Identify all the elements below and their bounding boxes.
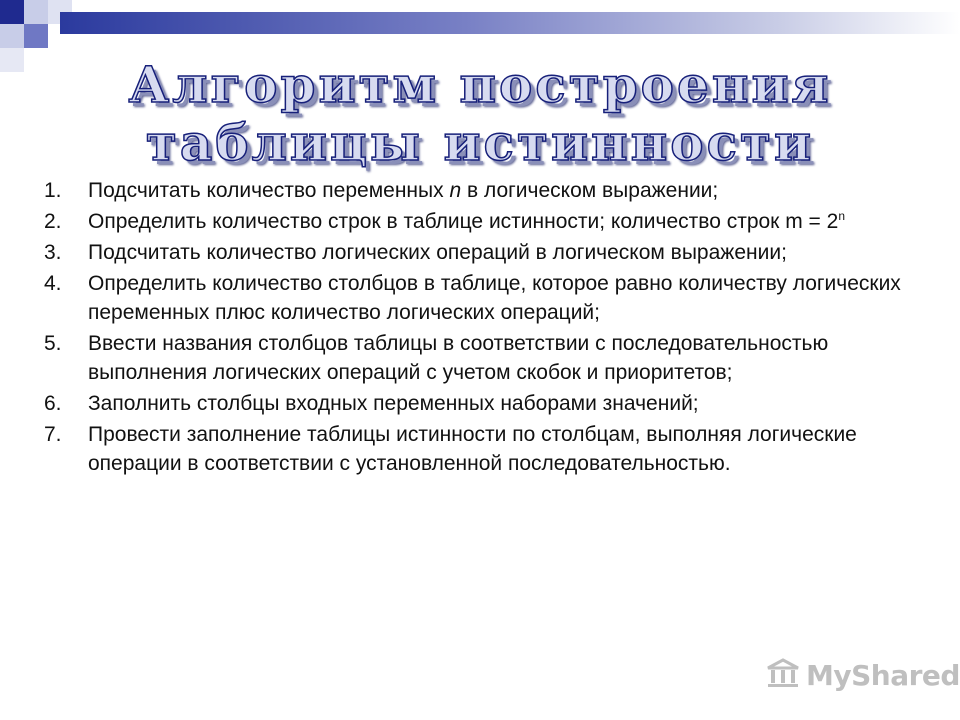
algorithm-steps-list xyxy=(44,176,924,480)
step-number: 7. xyxy=(44,423,62,446)
decor-square xyxy=(0,0,24,24)
list-item xyxy=(44,269,924,327)
step-number: 1. xyxy=(44,179,62,202)
title-line-2: таблицы истинности xyxy=(145,113,815,172)
list-item xyxy=(44,207,924,236)
list-item xyxy=(44,420,924,478)
step-number: 4. xyxy=(44,272,62,295)
watermark-logo xyxy=(766,656,960,694)
step-number: 3. xyxy=(44,241,62,264)
list-item xyxy=(44,176,924,205)
variable-n: n xyxy=(449,179,462,202)
decor-square xyxy=(0,24,24,48)
step-number: 5. xyxy=(44,332,62,355)
step-text xyxy=(88,207,924,236)
step-text-part: Подсчитать количество переменных xyxy=(88,179,450,202)
step-text xyxy=(88,176,924,205)
title-line-1: Алгоритм построения xyxy=(128,55,832,114)
step-number: 2. xyxy=(44,210,62,233)
step-text: Ввести названия столбцов таблицы в соответствии с последовательностью выполнения логических операций с учетом скобок и приоритетов; xyxy=(88,332,829,384)
step-text: Определить количество столбцов в таблице, которое равно количеству логических переменных плюс количество логических операций; xyxy=(88,272,901,324)
decor-square xyxy=(24,24,48,48)
header-gradient-bar xyxy=(60,12,960,34)
step-number: 6. xyxy=(44,392,62,415)
list-item xyxy=(44,389,924,418)
step-text: Подсчитать количество логических операций в логическом выражении; xyxy=(88,241,787,264)
list-item xyxy=(44,238,924,267)
slide-title xyxy=(0,56,960,172)
step-text: Провести заполнение таблицы истинности по столбцам, выполняя логические операции в соответствии с установленной последовательностью. xyxy=(88,423,857,475)
exponent-n: n xyxy=(838,209,845,223)
building-icon xyxy=(766,658,800,693)
watermark-text: MyShared xyxy=(806,658,960,692)
decor-square xyxy=(24,0,48,24)
list-item xyxy=(44,329,924,387)
step-text: Заполнить столбцы входных переменных наборами значений; xyxy=(88,392,699,415)
step-text-part: в логическом выражении; xyxy=(461,179,719,202)
step-text-part: Определить количество строк в таблице истинности; количество строк m = 2 xyxy=(88,210,839,233)
